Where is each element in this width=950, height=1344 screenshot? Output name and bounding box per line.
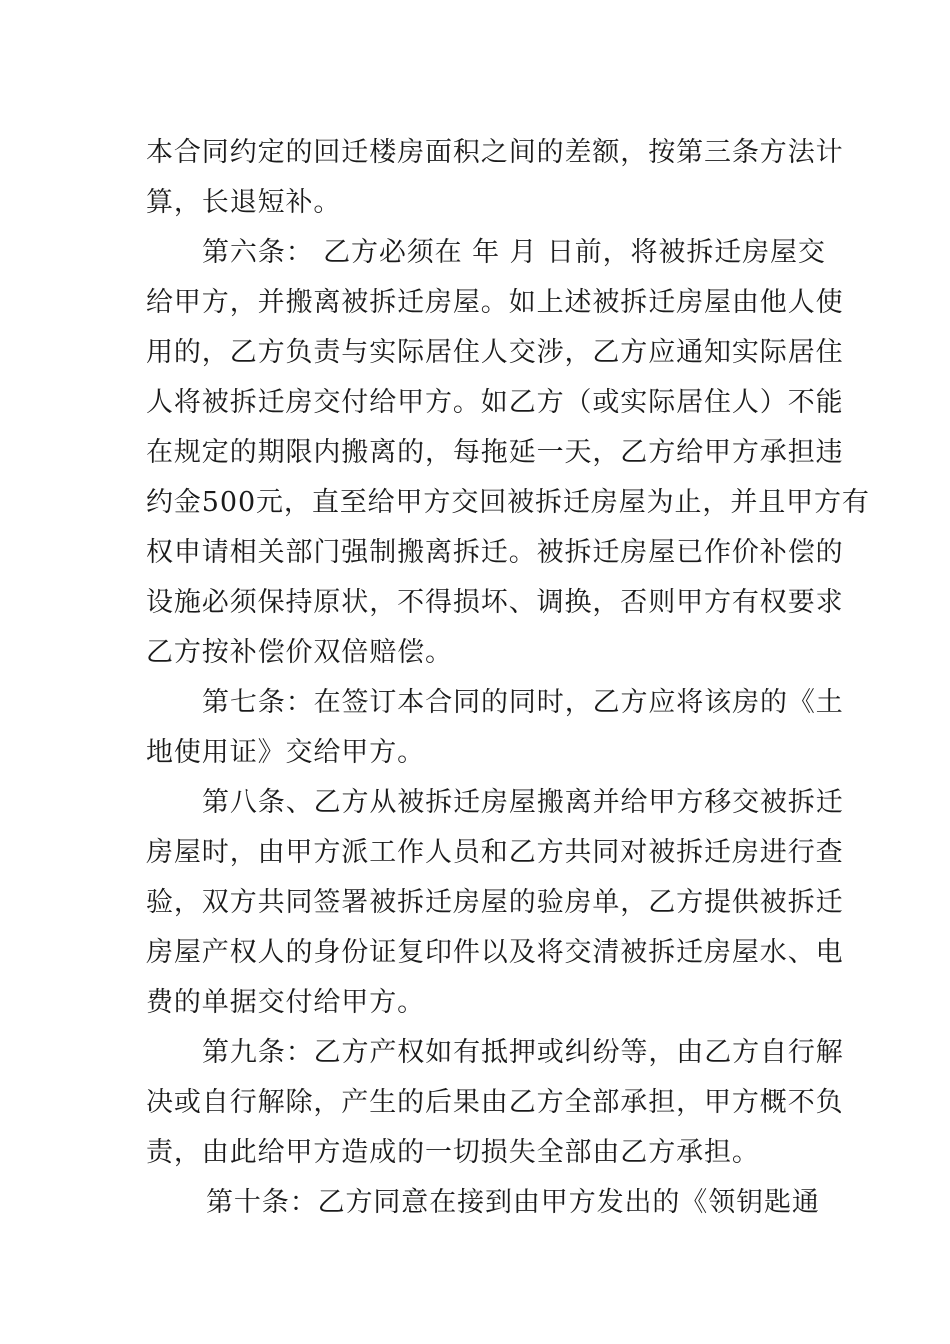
article-6-start: 第六条： 乙方必须在 年 月 日前，将被拆迁房屋交 (202, 237, 826, 268)
text-line: 给甲方，并搬离被拆迁房屋。如上述被拆迁房屋由他人使 (146, 287, 844, 318)
text-line: 费的单据交付给甲方。 (146, 987, 425, 1018)
article-10-start: 第十条：乙方同意在接到由甲方发出的《领钥匙通 (206, 1187, 820, 1218)
text-line: 责，由此给甲方造成的一切损失全部由乙方承担。 (146, 1137, 760, 1168)
text-line: 权申请相关部门强制搬离拆迁。被拆迁房屋已作价补偿的 (146, 537, 844, 568)
text-line: 算，长退短补。 (146, 187, 342, 218)
article-9-start: 第九条：乙方产权如有抵押或纠纷等，由乙方自行解 (202, 1037, 844, 1068)
text-line: 约金500元，直至给甲方交回被拆迁房屋为止，并且甲方有 (146, 487, 870, 518)
text-line: 验，双方共同签署被拆迁房屋的验房单，乙方提供被拆迁 (146, 887, 844, 918)
text-line: 本合同约定的回迁楼房面积之间的差额，按第三条方法计 (146, 137, 844, 168)
article-8-start: 第八条、乙方从被拆迁房屋搬离并给甲方移交被拆迁 (202, 787, 844, 818)
text-line: 乙方按补偿价双倍赔偿。 (146, 637, 453, 668)
text-line: 房屋时，由甲方派工作人员和乙方共同对被拆迁房进行查 (146, 837, 844, 868)
text-line: 地使用证》交给甲方。 (146, 737, 425, 768)
article-7-start: 第七条：在签订本合同的同时，乙方应将该房的《土 (202, 687, 844, 718)
text-line: 人将被拆迁房交付给甲方。如乙方（或实际居住人）不能 (146, 387, 844, 418)
contract-text-body (146, 128, 870, 1228)
text-line: 房屋产权人的身份证复印件以及将交清被拆迁房屋水、电 (146, 937, 844, 968)
text-line: 在规定的期限内搬离的，每拖延一天，乙方给甲方承担违 (146, 437, 844, 468)
text-line: 决或自行解除，产生的后果由乙方全部承担，甲方概不负 (146, 1087, 844, 1118)
text-line: 用的，乙方负责与实际居住人交涉，乙方应通知实际居住 (146, 337, 844, 368)
text-line: 设施必须保持原状，不得损坏、调换，否则甲方有权要求 (146, 587, 844, 618)
